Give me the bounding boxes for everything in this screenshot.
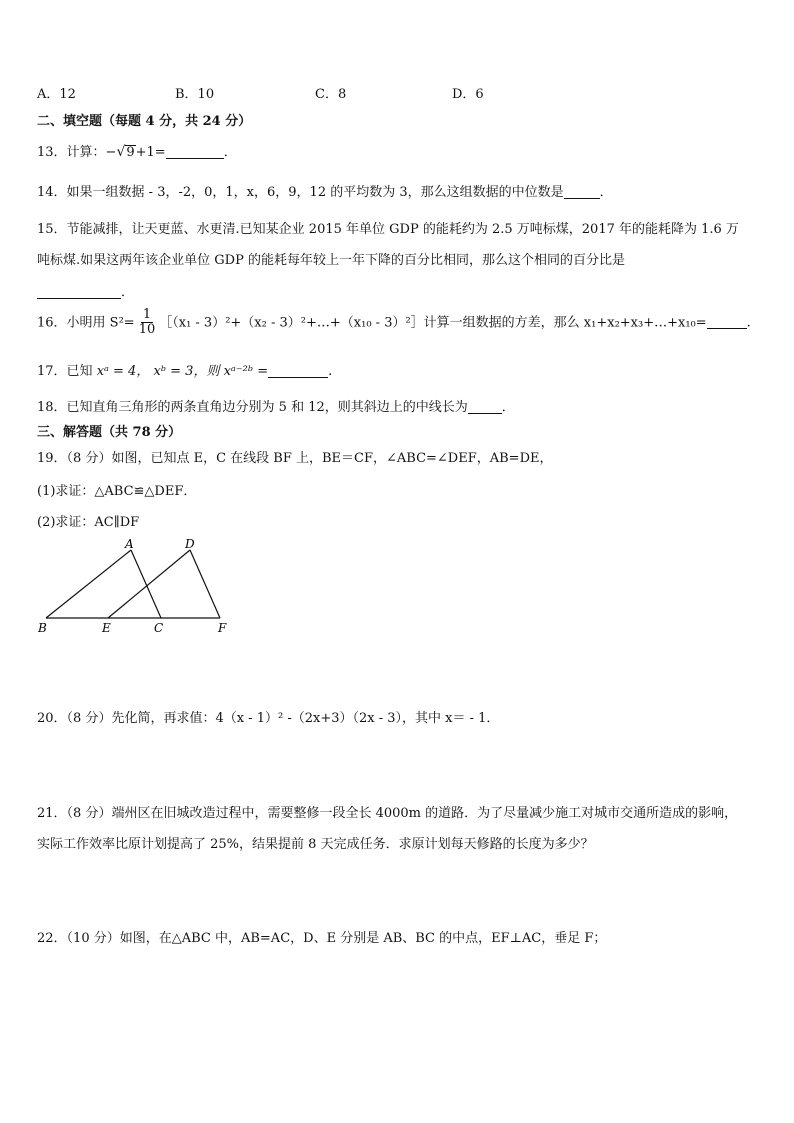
q13-radicand: 9 [126, 145, 135, 160]
option-d: D．6 [452, 87, 484, 102]
q17-b: xᵇ = 3，则 [153, 364, 220, 379]
question-19: 19．（8 分）如图，已知点 E，C 在线段 BF 上，BE＝CF，∠ABC=∠DEF，AB=DE， [37, 451, 553, 466]
line-ac [131, 550, 161, 618]
option-c: C．8 [315, 87, 347, 102]
question-13: 13．计算：−√9+1= ． [37, 144, 237, 160]
label-e: E [102, 621, 111, 635]
q18-text: 18．已知直角三角形的两条直角边分别为 5 和 12，则其斜边上的中线长为 [37, 400, 468, 415]
q17-a: xᵃ = 4， [96, 364, 150, 379]
option-b: B．10 [175, 87, 215, 102]
q16-pre: 16．小明用 S²= [37, 315, 135, 331]
q15-answer-blank[interactable] [37, 284, 121, 299]
question-16: 16．小明用 S²= $\frac{1}{10}$ ［（x₁ - 3）²+（x₂ - 3）²+…+（x₁₀ - 3）²］计算一组数据的方差，那么 x₁+x₂+x₃+…+x₁₀= . [37, 307, 751, 338]
q18-answer-blank[interactable] [468, 399, 502, 414]
line-ab [46, 550, 131, 618]
question-15-line2: 吨标煤.如果这两年该企业单位 GDP 的能耗每年较上一年下降的百分比相同，那么这个相同的百分比是 [37, 253, 625, 268]
question-19-part1: (1)求证：△ABC≌△DEF． [37, 484, 197, 499]
q14-answer-blank[interactable] [564, 184, 600, 199]
label-f: F [218, 621, 227, 635]
question-20: 20．（8 分）先化简，再求值：4（x - 1）² -（2x+3）（2x - 3），其中 x＝ - 1． [37, 711, 500, 726]
section3-title: 三、解答题（共 78 分） [37, 425, 182, 440]
q16-mid: ［（x₁ - 3）²+（x₂ - 3）²+…+（x₁₀ - 3）²］计算一组数据的方差，那么 x₁+x₂+x₃+…+x₁₀= [159, 315, 707, 331]
question-15-line1: 15．节能减排，让天更蓝、水更清.已知某企业 2015 年单位 GDP 的能耗约为 2.5 万吨标煤，2017 年的能耗降为 1.6 万 [37, 222, 739, 237]
triangle-figure [30, 534, 245, 639]
question-21-line2: 实际工作效率比原计划提高了 25%，结果提前 8 天完成任务．求原计划每天修路的长度为多少？ [37, 837, 594, 852]
q17-answer-blank[interactable] [268, 363, 328, 378]
question-19-part2: (2)求证：AC∥DF [37, 515, 140, 530]
question-18: 18．已知直角三角形的两条直角边分别为 5 和 12，则其斜边上的中线长为 ． [37, 400, 515, 415]
label-a: A [125, 537, 134, 551]
line-de [108, 550, 190, 618]
question-17: 17．已知 xᵃ = 4， xᵇ = 3，则 xᵃ⁻²ᵇ = . [37, 364, 333, 379]
option-a: A．12 [37, 87, 76, 102]
q14-text: 14．如果一组数据 - 3，-2，0，1，x，6，9，12 的平均数为 3，那么这组数据的中位数是 [37, 185, 564, 200]
q16-answer-blank[interactable] [707, 314, 747, 329]
label-b: B [38, 621, 47, 635]
label-c: C [154, 621, 164, 635]
section2-title: 二、填空题（每题 4 分，共 24 分） [37, 114, 252, 129]
line-df [190, 550, 220, 618]
q17-c: xᵃ⁻²ᵇ = [223, 364, 269, 379]
q13-post: +1= [135, 145, 166, 160]
q16-fraction: $\frac{1}{10}$ [138, 307, 156, 338]
label-d: D [185, 537, 195, 551]
question-21-line1: 21．（8 分）端州区在旧城改造过程中，需要整修一段全长 4000m 的道路．为了尽量减少施工对城市交通所造成的影响， [37, 806, 738, 821]
question-14: 14．如果一组数据 - 3，-2，0，1，x，6，9，12 的平均数为 3，那么这组数据的中位数是 ． [37, 185, 613, 200]
question-22: 22．（10 分）如图，在△ABC 中，AB=AC，D、E 分别是 AB、BC 的中点，EF⊥AC，垂足 F； [37, 931, 607, 946]
question-15-blank-line: ． [37, 281, 134, 300]
q13-pre: 13．计算：− [37, 145, 117, 160]
q13-answer-blank[interactable] [166, 144, 224, 159]
